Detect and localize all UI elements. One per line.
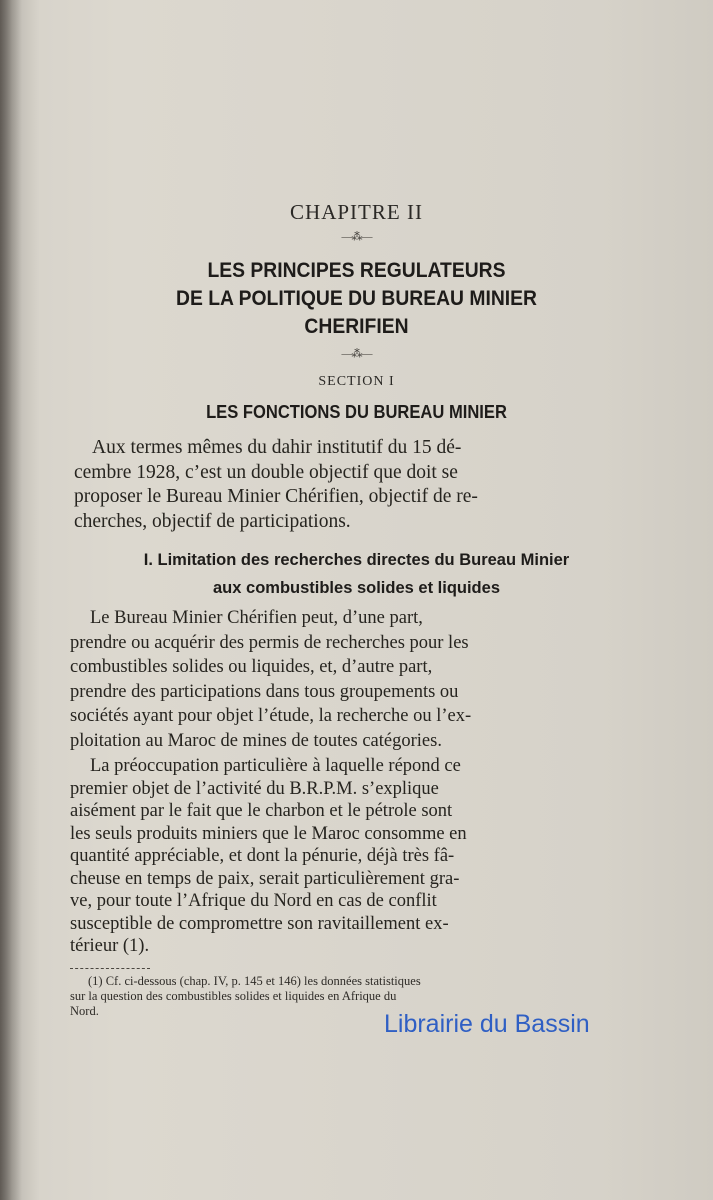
section-title: LES FONCTIONS DU BUREAU MINIER	[206, 402, 507, 422]
subhead-line: I. Limitation des recherches directes du Bureau Minier	[143, 551, 570, 569]
footnote-line: (1) Cf. ci-dessous (chap. IV, p. 145 et 146) les données statistiques	[88, 974, 421, 988]
paragraph-preoccupation	[70, 755, 550, 958]
text-line: aisément par le fait que le charbon et le pétrole sont	[70, 801, 453, 821]
text-line: cembre 1928, c’est un double objectif que doit se	[74, 461, 458, 483]
text-line: proposer le Bureau Minier Chérifien, objectif de re-	[74, 486, 478, 507]
text-line: premier objet de l’activité du B.R.P.M. s’explique	[70, 778, 439, 799]
paragraph-permits	[70, 606, 550, 753]
text-line: La préoccupation particulière à laquelle répond ce	[90, 756, 461, 776]
text-line: ploitation au Maroc de mines de toutes catégories.	[70, 730, 442, 751]
title-line: LES PRINCIPES REGULATEURS	[207, 259, 506, 282]
text-line: ve, pour toute l’Afrique du Nord en cas de conflit	[70, 891, 437, 911]
text-line: susceptible de compromettre son ravitaillement ex-	[70, 913, 449, 934]
bookseller-watermark: Librairie du Bassin	[384, 1010, 590, 1038]
title-line: CHERIFIEN	[304, 315, 409, 338]
subsection-heading	[0, 546, 713, 602]
text-line: prendre ou acquérir des permis de recherches pour les	[70, 632, 469, 653]
text-line: prendre des participations dans tous groupements ou	[70, 681, 459, 702]
chapter-title	[29, 257, 685, 341]
intro-paragraph	[74, 436, 544, 534]
text-line: quantité appréciable, et dont la pénurie, déjà très fâ-	[70, 846, 455, 866]
text-line: sociétés ayant pour objet l’étude, la recherche ou l’ex-	[70, 706, 472, 726]
footnote-line: Nord.	[70, 1004, 99, 1018]
footnote-rule	[70, 968, 150, 969]
ornament-divider: —⁂—	[341, 348, 372, 360]
title-line: DE LA POLITIQUE DU BUREAU MINIER	[175, 287, 538, 310]
text-line: Aux termes mêmes du dahir institutif du 15 dé-	[92, 437, 462, 458]
text-line: combustibles solides ou liquides, et, d’autre part,	[70, 657, 433, 677]
chapter-heading: CHAPITRE II	[290, 200, 423, 224]
text-line: térieur (1).	[70, 936, 150, 956]
section-label: SECTION I	[318, 374, 395, 389]
footnote-line: sur la question des combustibles solides et liquides en Afrique du	[70, 989, 397, 1003]
text-line: cherches, objectif de participations.	[74, 510, 351, 532]
text-line: cheuse en temps de paix, serait particulièrement gra-	[70, 868, 460, 889]
text-line: Le Bureau Minier Chérifien peut, d’une part,	[90, 608, 423, 628]
subhead-line: aux combustibles solides et liquides	[213, 579, 500, 597]
text-line: les seuls produits miniers que le Maroc consomme en	[70, 823, 467, 844]
ornament-divider: —⁂—	[341, 231, 372, 243]
